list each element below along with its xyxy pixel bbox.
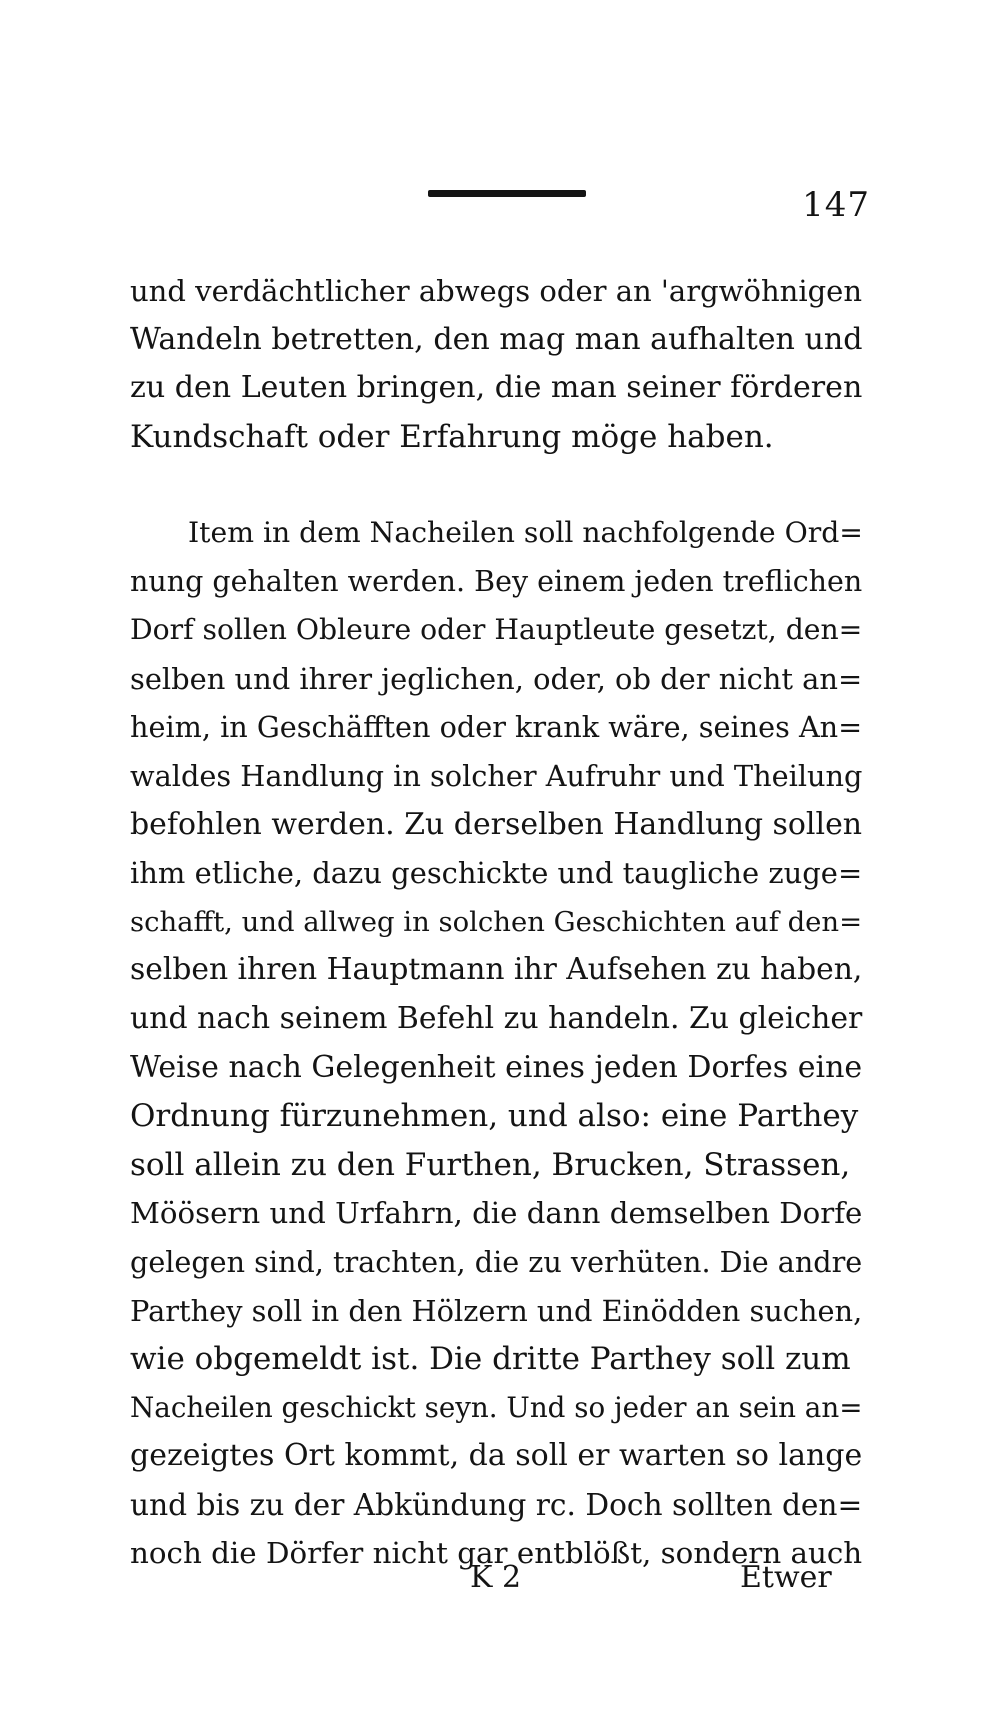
signature-mark: K 2 [470,1560,522,1595]
text-line: und verdächtlicher abwegs oder an 'argwöhnigen [130,274,863,308]
text-line: zu den Leuten bringen, die man seiner förderen [130,370,863,406]
page-number: 147 [802,185,870,225]
text-line: Nacheilen geschickt seyn. Und so jeder an sein an= [130,1390,863,1424]
page-footer [0,1560,1000,1610]
text-line: und bis zu der Abkündung rc. Doch sollten den= [130,1486,863,1522]
text-line: soll allein zu den Furthen, Brucken, Strassen, [130,1146,851,1183]
text-line: waldes Handlung in solcher Aufruhr und Theilung [130,758,863,793]
paragraph-1 [130,267,870,461]
text-line: heim, in Geschäfften oder krank wäre, seines An= [130,710,863,745]
text-line: Möösern und Urfahrn, die dann demselben Dorfe [130,1196,863,1231]
text-line: Kundschaft oder Erfahrung möge haben. [130,418,774,455]
text-line: wie obgemeldt ist. Die dritte Parthey soll zum [130,1341,851,1378]
text-line: Wandeln betretten, den mag man aufhalten und [130,321,863,357]
text-line: Ordnung fürzunehmen, und also: eine Parthey [130,1098,859,1135]
text-line: selben und ihrer jeglichen, oder, ob der nicht an= [130,661,863,696]
text-line: nung gehalten werden. Bey einem jeden treflichen [130,564,863,598]
text-line: und nach seinem Befehl zu handeln. Zu gleicher [130,1000,863,1036]
text-line: gelegen sind, trachten, die zu verhüten. Die andre [130,1244,863,1279]
text-line: selben ihren Hauptmann ihr Aufsehen zu haben, [130,952,863,988]
text-line: gezeigtes Ort kommt, da soll er warten so lange [130,1438,863,1474]
text-line: schafft, und allweg in solchen Geschichten auf den= [130,905,863,938]
text-line: Item in dem Nacheilen soll nachfolgende Ord= [188,516,863,549]
text-line: Parthey soll in den Hölzern und Einödden suchen, [130,1293,863,1328]
header-rule [428,190,586,197]
text-line: ihm etliche, dazu geschickte und taugliche zuge= [130,856,863,891]
text-line: Dorf sollen Obleure oder Hauptleute gesetzt, den= [130,613,863,647]
text-line: noch die Dörfer nicht gar entblößt, sondern auch [130,1536,863,1571]
paragraph-2 [130,509,870,1578]
text-line: befohlen werden. Zu derselben Handlung sollen [130,806,863,842]
catchword: Etwer [740,1560,832,1595]
text-line: Weise nach Gelegenheit eines jeden Dorfes eine [130,1049,863,1085]
